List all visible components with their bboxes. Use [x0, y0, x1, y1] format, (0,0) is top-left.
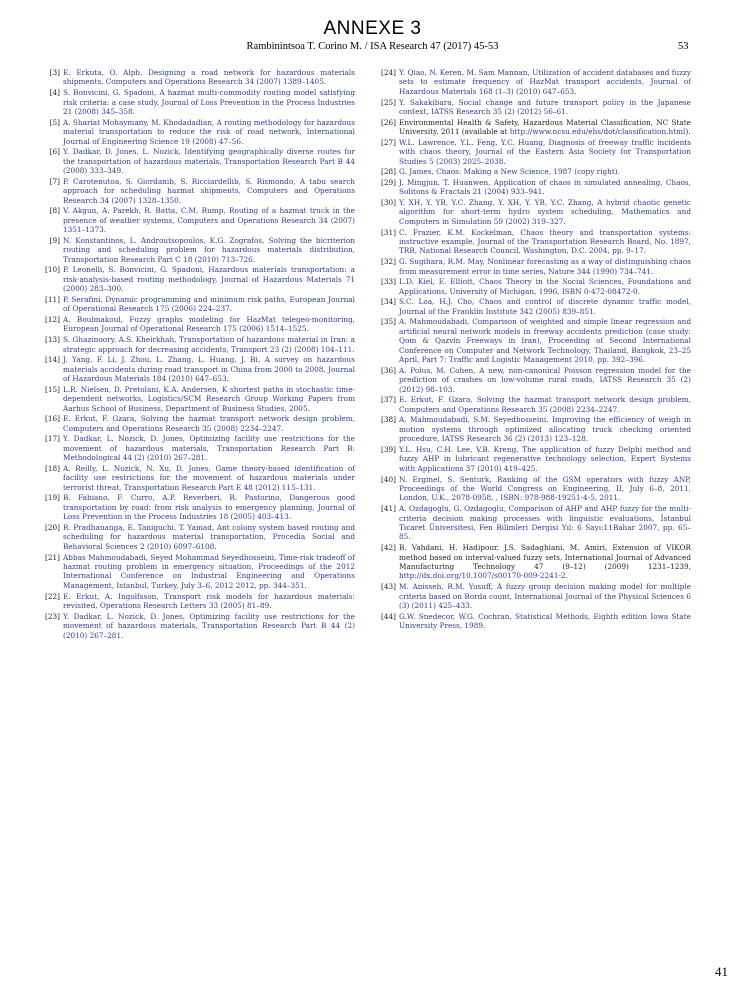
- reference-text-body: B. Vahdani, H. Hadipour, J.S. Sadaghiani, M. Amiri, Extension of VIKOR method based on interval-valued fuzzy sets, International Journal of Advanced Manufacturing Technology 47 (9–12) (2009) 1231–1239,: [399, 543, 691, 572]
- reference-item: [38, 523, 355, 551]
- reference-number: [42]: [381, 543, 396, 553]
- page-label: ANNEXE 3: [323, 18, 422, 39]
- reference-text[interactable]: Y. Sakakibara, Social change and future transport policy in the Japanese context, IATSS Research 35 (2) (2012) 56–61.: [399, 97, 691, 116]
- reference-text[interactable]: E. Erkut, F. Gzara, Solving the hazmat transport network design problem, Computers and Operations Research 35 (2008) 2234–2247.: [63, 414, 355, 433]
- reference-number: [22]: [45, 591, 60, 601]
- references-left-column: [38, 68, 355, 641]
- reference-link[interactable]: http://www.ncsu.edu/ehs/dot/classification.html: [509, 127, 686, 137]
- reference-item: [38, 147, 355, 175]
- reference-item: [374, 297, 691, 316]
- reference-item: [38, 88, 355, 116]
- reference-text[interactable]: A. Shariat Mohaymany, M. Khodadadian, A routing methodology for hazardous material transportation to reduce the risk of road network, International Journal of Engineering Science 19 (2008) 47–56.: [63, 117, 356, 146]
- reference-text[interactable]: P. Serafini, Dynamic programming and minimum risk paths, European Journal of Operational Research 175 (2006) 224–237.: [63, 294, 355, 314]
- reference-number: [39]: [381, 445, 396, 455]
- reference-item: [374, 543, 691, 581]
- reference-text[interactable]: E. Erkut, F. Gzara, Solving the hazmat transport network design problem, Computers and Operations Research 35 (2008) 2234–2247.: [399, 395, 691, 414]
- reference-item: [374, 118, 691, 137]
- reference-number: [21]: [45, 552, 60, 562]
- reference-item: [374, 198, 691, 226]
- footer-page-number: 41: [715, 964, 728, 979]
- reference-number: [16]: [45, 414, 60, 424]
- reference-item: [374, 415, 691, 443]
- reference-text[interactable]: E. Erkuta, O. Alpb, Designing a road network for hazardous materials shipments, Computers and Operations Research 34 (2007) 1389–1405.: [63, 68, 355, 87]
- reference-number: [31]: [381, 227, 396, 237]
- reference-item: [374, 317, 691, 364]
- reference-item: [374, 167, 691, 176]
- reference-text[interactable]: S.C. Loa, H.J. Cho, Chaos and control of discrete dynamic traffic model, Journal of the Franklin Institute 342 (2005) 839–851.: [399, 297, 691, 316]
- reference-number: [14]: [45, 355, 60, 365]
- reference-number: [34]: [381, 297, 396, 307]
- reference-text-body: Environmental Health & Safety, Hazardous Material Classification, NC State University, 2011 (available at: [399, 117, 691, 137]
- reference-number: [29]: [381, 177, 396, 187]
- reference-number: [25]: [381, 97, 396, 107]
- reference-item: [38, 464, 355, 492]
- reference-item: [38, 265, 355, 293]
- reference-item: [374, 257, 691, 276]
- reference-text[interactable]: R. Pradhananga, E. Taniguchi, T. Yamad, Ant colony system based routing and scheduling for hazardous material transportation, Procedia Social and Behavioral Sciences 2 (2010) 6097–6108.: [63, 523, 355, 551]
- reference-text[interactable]: Y.L. Hsu, C.H. Lee, V.B. Kreng, The application of fuzzy Delphi method and fuzzy AHP in lubricant regenerative technology selection, Expert Systems with Applications 37 (2010) 419–425.: [399, 445, 691, 473]
- reference-text[interactable]: Y. XH, Y. YB, Y.C. Zhang, Y. XH, Y. YB, Y.C. Zhang, A hybrid chaotic genetic algorithm for short-term hydro system scheduling, Mathematics and Computers in Simulation 59 (2002) 319–327.: [399, 198, 691, 226]
- reference-text[interactable]: G. Sugihara, R.M. May, Nonlinear forecasting as a way of distinguishing chaos from measurement error in time series, Nature 344 (1990) 734–741.: [399, 257, 691, 276]
- reference-number: [44]: [381, 611, 396, 621]
- reference-item: [38, 118, 355, 146]
- reference-number: [43]: [381, 582, 396, 592]
- reference-text[interactable]: G. James, Chaos: Making a New Science, 1987 (copy right).: [399, 167, 620, 177]
- reference-number: [23]: [45, 611, 60, 621]
- reference-text[interactable]: E. Erkut, A. Ingolfsson, Transport risk models for hazardous materials: revisited, Operations Research Letters 33 (2005) 81–89.: [63, 591, 355, 611]
- reference-text[interactable]: A. Ozdagoglu, G. Ozdagoglu, Comparison of AHP and AHP fuzzy for the multi-criteria decision making processes with linguistic evaluations, İstanbul Ticaret Üniversitesi, Fen Bilimleri Dergisi Yıl: 6 Sayı:11Bahar 2007, pp. 65–85.: [399, 504, 691, 542]
- journal-page-number: 53: [678, 41, 689, 52]
- reference-number: [27]: [381, 137, 396, 147]
- reference-text[interactable]: S. Bonvicini, G. Spadoni, A hazmat multi-commodity routing model satisfying risk criteria: a case study, Journal of Loss Prevention in the Process Industries 21 (2008) 345–358.: [63, 88, 355, 116]
- reference-text[interactable]: Y. Dadkar, D. Jones, L. Nozick, Identifying geographically diverse routes for the transportation of hazardous materials, Transportation Research Part B 44 (2008) 333–349.: [63, 147, 355, 176]
- reference-text[interactable]: N. Konstantinos, L. Androutsopoulos, K.G. Zografos, Solving the bicriterion routing and scheduling problem for hazardous materials distribution, Transportation Research Part C 18 (2010) 713–726.: [63, 235, 355, 264]
- reference-number: [17]: [45, 434, 60, 444]
- reference-text[interactable]: Y. Dadkar, L. Nozick, D. Jones, Optimizing facility use restrictions for the movement of hazardous materials, Transportation Research Part B 44 (2) (2010) 267–281.: [63, 611, 355, 640]
- reference-number: [20]: [45, 523, 60, 533]
- reference-text-tail: .: [565, 571, 568, 581]
- reference-text-tail: ).: [685, 127, 691, 137]
- reference-text[interactable]: Abbas Mahmoudabadi, Seyed Mohammad Seyedhosseini, Time-risk tradeoff of hazmat routing problem in emergency situation, Proceedings of the 2012 International Conference on Industrial Engineering and Operations Management, Istanbul, Turkey, July 3–6, 2012 2012, pp. 344–351.: [63, 552, 355, 590]
- reference-item: [374, 475, 691, 503]
- reference-number: [10]: [45, 265, 60, 275]
- reference-text[interactable]: N. Erginel, S. Senturk, Ranking of the GSM operators with fuzzy ANP, Proceedings of the World Congress on Engineering, II, July 6–8, 2011, London, U.K., 2078-0958, , ISBN: 978-988-19251-4-5, 2011.: [399, 474, 691, 503]
- reference-item: [38, 592, 355, 611]
- reference-number: [33]: [381, 277, 396, 287]
- reference-item: [38, 68, 355, 87]
- reference-item: [374, 68, 691, 96]
- reference-item: [38, 335, 355, 354]
- reference-text[interactable]: B. Fabiano, F. Curro, A.P. Reverberi, R. Pastorino, Dangerous good transportation by road: from risk analysis to emergency planning, Journal of Loss Prevention in the Process Industries 18 (2005) 403–413.: [63, 493, 355, 522]
- reference-item: [38, 236, 355, 264]
- reference-number: [15]: [45, 384, 60, 394]
- reference-text[interactable]: J. Mingjun, T. Huanwen, Application of chaos in simulated annealing, Chaos, Solitons & Fractals 21 (2004) 933–941.: [399, 177, 691, 197]
- reference-text[interactable]: A. Mahmoudabadi, S.M. Seyedhosseini, Improving the efficiency of weigh in motion systems through optimized allocating truck checking oriented procedure, IATSS Research 36 (2) (2013) 123–128.: [399, 415, 691, 444]
- reference-number: [12]: [45, 315, 60, 325]
- reference-item: [374, 395, 691, 414]
- reference-item: [374, 504, 691, 542]
- reference-text[interactable]: A. Boulmakoul, Fuzzy graphs modeling for HazMat telegeo-monitoring, European Journal of Operational Research 175 (2006) 1514–1525.: [63, 315, 355, 334]
- reference-item: [374, 98, 691, 117]
- reference-item: [374, 277, 691, 296]
- running-head: Rambinintsoa T. Corino M. / ISA Research 47 (2017) 45-53: [246, 41, 499, 52]
- reference-item: [38, 493, 355, 521]
- reference-number: [13]: [45, 335, 60, 345]
- reference-item: [374, 178, 691, 197]
- reference-text[interactable]: C. Frazier, K.M. Kockelman, Chaos theory and transportation systems: instructive example, Journal of the Transportation Research Board, No. 1897, TRB, National Research Council, Washington, D.C. 2004, pp. 9–17.: [399, 227, 691, 256]
- reference-text[interactable]: J. Yang, F. Li, J. Zhou, L. Zhang, L. Huang, J. Bi, A survey on hazardous materials accidents during road transport in China from 2000 to 2008, Journal of Hazardous Materials 184 (2010) 647–653.: [63, 355, 355, 384]
- reference-number: [38]: [381, 415, 396, 425]
- reference-item: [38, 553, 355, 591]
- reference-item: [374, 138, 691, 166]
- reference-number: [9]: [49, 235, 60, 245]
- reference-item: [374, 228, 691, 256]
- reference-item: [38, 295, 355, 314]
- reference-link[interactable]: http://dx.doi.org/10.1007/s00170-009-2241-2: [399, 571, 566, 581]
- reference-number: [4]: [49, 88, 60, 98]
- reference-number: [8]: [49, 206, 60, 216]
- reference-number: [28]: [381, 167, 396, 177]
- reference-item: [374, 366, 691, 394]
- reference-item: [374, 582, 691, 610]
- reference-text[interactable]: V. Akgun, A. Parekh, R. Batta, C.M. Rump, Routing of a hazmat truck in the presence of weather systems, Computers and Operations Research 34 (2007) 1351–1373.: [63, 206, 355, 235]
- reference-item: [374, 445, 691, 473]
- reference-number: [26]: [381, 117, 396, 127]
- reference-item: [38, 612, 355, 640]
- reference-text[interactable]: A. Reilly, L. Nozick, N. Xu, D. Jones, Game theory-based identification of facility use restrictions for the movement of hazardous materials under terrorist threat, Transportation Research Part E 48 (2012) 115–131.: [63, 463, 355, 492]
- reference-item: [374, 612, 691, 631]
- reference-text[interactable]: Y. Dadkar, L. Nozick, D. Jones, Optimizing facility use restrictions for the movement of hazardous materials, Transportation Research Part B: Methodological 44 (2) (2010) 267–281.: [63, 434, 355, 463]
- reference-number: [18]: [45, 463, 60, 473]
- reference-item: [38, 385, 355, 413]
- reference-text[interactable]: Y. Qiao, N. Keren, M. Sam Mannan, Utilization of accident databases and fuzzy sets to estimate frequency of HazMat transport accidents, Journal of Hazardous Materials 168 (1–3) (2010) 647–653.: [399, 68, 691, 96]
- reference-item: [38, 177, 355, 205]
- reference-text[interactable]: W.L. Lawrence, Y.L. Feng, Y.C. Huang, Diagnosis of freeway traffic incidents with chaos theory, Journal of the Eastern Asia Society for Transportation Studies 5 (2003) 2025–2038.: [399, 137, 691, 166]
- reference-number: [40]: [381, 474, 396, 484]
- reference-number: [35]: [381, 317, 396, 327]
- reference-text[interactable]: L.D. Kiel, E. Elliott, Chaos Theory in the Social Sciences, Foundations and Applications, University of Michigan, 1996, ISBN 0-472-08472-0.: [399, 277, 691, 296]
- reference-text[interactable]: P. Carotenutoa, S. Giordanib, S. Ricciardellib, S. Rismondo, A tabu search approach for scheduling hazmat shipments, Computers and Operations Research 34 (2007) 1328–1350.: [63, 176, 355, 205]
- reference-number: [11]: [45, 294, 60, 304]
- reference-item: [38, 315, 355, 334]
- reference-number: [36]: [381, 365, 396, 375]
- reference-number: [6]: [49, 147, 60, 157]
- reference-number: [30]: [381, 198, 396, 208]
- reference-text[interactable]: L.R. Nielsen, D. Pretolani, K.A. Andersen, K shortest paths in stochastic time-dependent networks, Logistics/SCM Research Group Working Papers from Aarhus School of Business, Department of Business Studies, 2005.: [63, 384, 355, 413]
- reference-text[interactable]: G.W. Snedecor, W.G. Cochran, Statistical Methods, Eighth edition Iowa State University Press, 1989.: [399, 611, 691, 631]
- reference-text[interactable]: P. Leonelli, S. Bonvicini, G. Spadoni, Hazardous materials transportation: a risk-analysis-based routing methodology, Journal of Hazardous Materials 71 (2000) 283–300.: [63, 265, 355, 294]
- reference-item: [38, 355, 355, 383]
- reference-text[interactable]: A. Mahmoudabadi, Comparison of weighted and simple linear regression and artificial neural network models in freeway accidents prediction (case study: Qom & Qazvin Freeways in Iran), Proceeding of Second International Conference on Computer and Network Technology, Thailand, Bangkok, 23–25 April, Part 7: Traffic and Logistic Management 2010, pp. 392–396.: [399, 317, 691, 365]
- reference-item: [38, 414, 355, 433]
- reference-text[interactable]: M. Anisseh, R.M. Yusuff, A fuzzy group decision making model for multiple criteria based on Borda count, International Journal of the Physical Sciences 6 (3) (2011) 425–433.: [399, 582, 691, 611]
- reference-text: [399, 118, 691, 137]
- reference-number: [24]: [381, 68, 396, 77]
- reference-number: [3]: [49, 68, 60, 77]
- reference-text: [399, 543, 691, 581]
- reference-number: [19]: [45, 493, 60, 503]
- reference-number: [41]: [381, 504, 396, 514]
- reference-item: [38, 434, 355, 462]
- reference-number: [37]: [381, 395, 396, 405]
- reference-number: [5]: [49, 117, 60, 127]
- reference-text[interactable]: A. Polus, M. Cohen, A new, non-canonical Poisson regression model for the prediction of crashes on low-volume rural roads, IATSS Research 35 (2) (2012) 98–103.: [399, 365, 691, 394]
- reference-number: [32]: [381, 257, 396, 267]
- reference-item: [38, 206, 355, 234]
- reference-text[interactable]: S. Ghazinoory, A.S. Kheirkhah, Transportation of hazardous material in Iran: a strategic approach for decreasing accidents, Transport 23 (2) (2008) 104–111.: [63, 335, 355, 354]
- reference-number: [7]: [49, 176, 60, 186]
- references-right-column: [374, 68, 691, 632]
